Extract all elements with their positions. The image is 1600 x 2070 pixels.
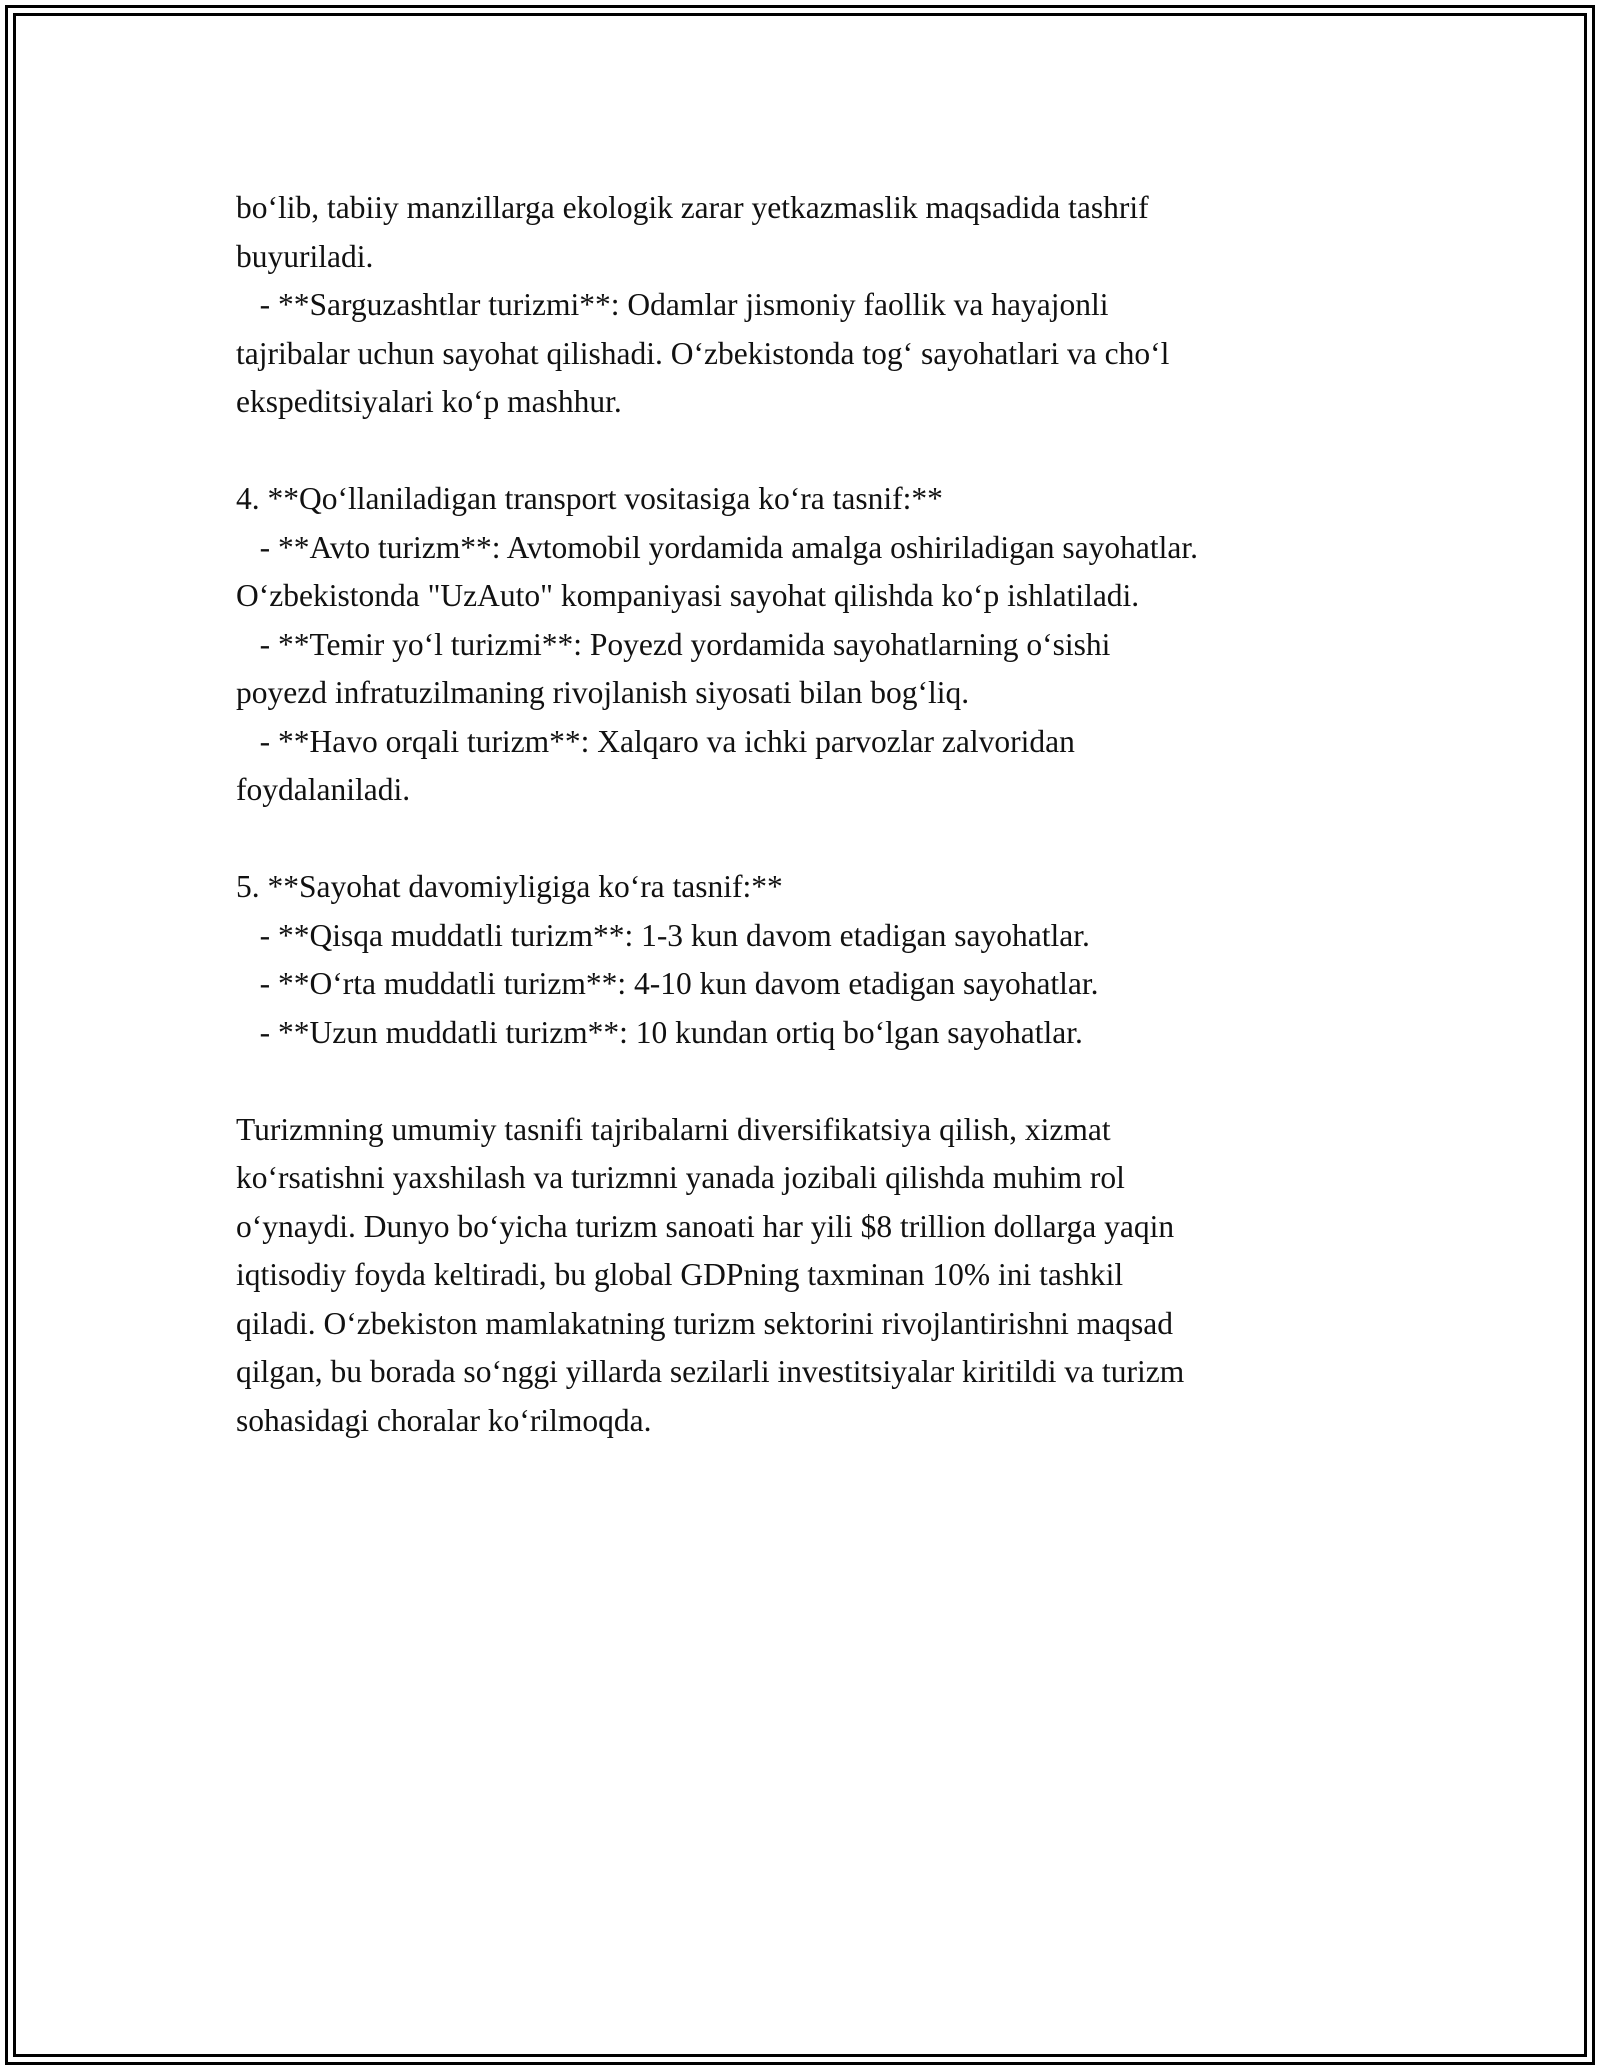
text-line: ko‘rsatishni yaxshilash va turizmni yanada jozibali qilishda muhim rol (236, 1160, 1125, 1195)
text-line: iqtisodiy foyda keltiradi, bu global GDPning taxminan 10% ini tashkil (236, 1257, 1124, 1292)
paragraph-gap (236, 815, 1386, 864)
list-item-long-term: - **Uzun muddatli turizm**: 10 kundan ortiq bo‘lgan sayohatlar. (236, 1014, 1083, 1050)
text-line: sohasidagi choralar ko‘rilmoqda. (236, 1402, 652, 1438)
text-line: poyezd infratuzilmaning rivojlanish siyosati bilan bog‘liq. (236, 675, 970, 710)
text-line: bo‘lib, tabiiy manzillarga ekologik zarar yetkazmaslik maqsadida tashrif (236, 190, 1149, 225)
section-duration-classification (236, 863, 1386, 1057)
paragraph-gap (236, 1057, 1386, 1106)
list-item-adventure-tourism: - **Sarguzashtlar turizmi**: Odamlar jismoniy faollik va hayajonli (236, 287, 1109, 322)
text-line: qilgan, bu borada so‘nggi yillarda sezilarli investitsiyalar kiritildi va turizm (236, 1354, 1185, 1389)
section-transport-classification (236, 475, 1386, 815)
list-item-auto-tourism: - **Avto turizm**: Avtomobil yordamida amalga oshiriladigan sayohatlar. (236, 529, 1199, 565)
list-item-short-term: - **Qisqa muddatli turizm**: 1-3 kun davom etadigan sayohatlar. (236, 917, 1090, 953)
document-body (236, 184, 1386, 1445)
paragraph-ecotourism-continuation (236, 184, 1386, 427)
text-line: Turizmning umumiy tasnifi tajribalarni diversifikatsiya qilish, xizmat (236, 1111, 1111, 1147)
section-heading-transport: 4. **Qo‘llaniladigan transport vositasiga ko‘ra tasnif:** (236, 481, 943, 516)
list-item-air-tourism: - **Havo orqali turizm**: Xalqaro va ichki parvozlar zalvoridan (236, 723, 1075, 759)
paragraph-gap (236, 427, 1386, 476)
section-heading-duration: 5. **Sayohat davomiyligiga ko‘ra tasnif:** (236, 869, 783, 904)
text-line: tajribalar uchun sayohat qilishadi. O‘zbekistonda tog‘ sayohatlari va cho‘l (236, 335, 1170, 371)
paragraph-conclusion (236, 1106, 1386, 1446)
text-line: qiladi. O‘zbekiston mamlakatning turizm sektorini rivojlantirishni maqsad (236, 1305, 1173, 1341)
list-item-medium-term: - **O‘rta muddatli turizm**: 4-10 kun davom etadigan sayohatlar. (236, 966, 1099, 1001)
text-line: buyuriladi. (236, 238, 374, 274)
text-line: O‘zbekistonda "UzAuto" kompaniyasi sayohat qilishda ko‘p ishlatiladi. (236, 578, 1140, 613)
text-line: foydalaniladi. (236, 772, 411, 807)
text-line: ekspeditsiyalari ko‘p mashhur. (236, 384, 622, 419)
list-item-railway-tourism: - **Temir yo‘l turizmi**: Poyezd yordamida sayohatlarning o‘sishi (236, 626, 1111, 662)
text-line: o‘ynaydi. Dunyo bo‘yicha turizm sanoati har yili $8 trillion dollarga yaqin (236, 1208, 1175, 1244)
